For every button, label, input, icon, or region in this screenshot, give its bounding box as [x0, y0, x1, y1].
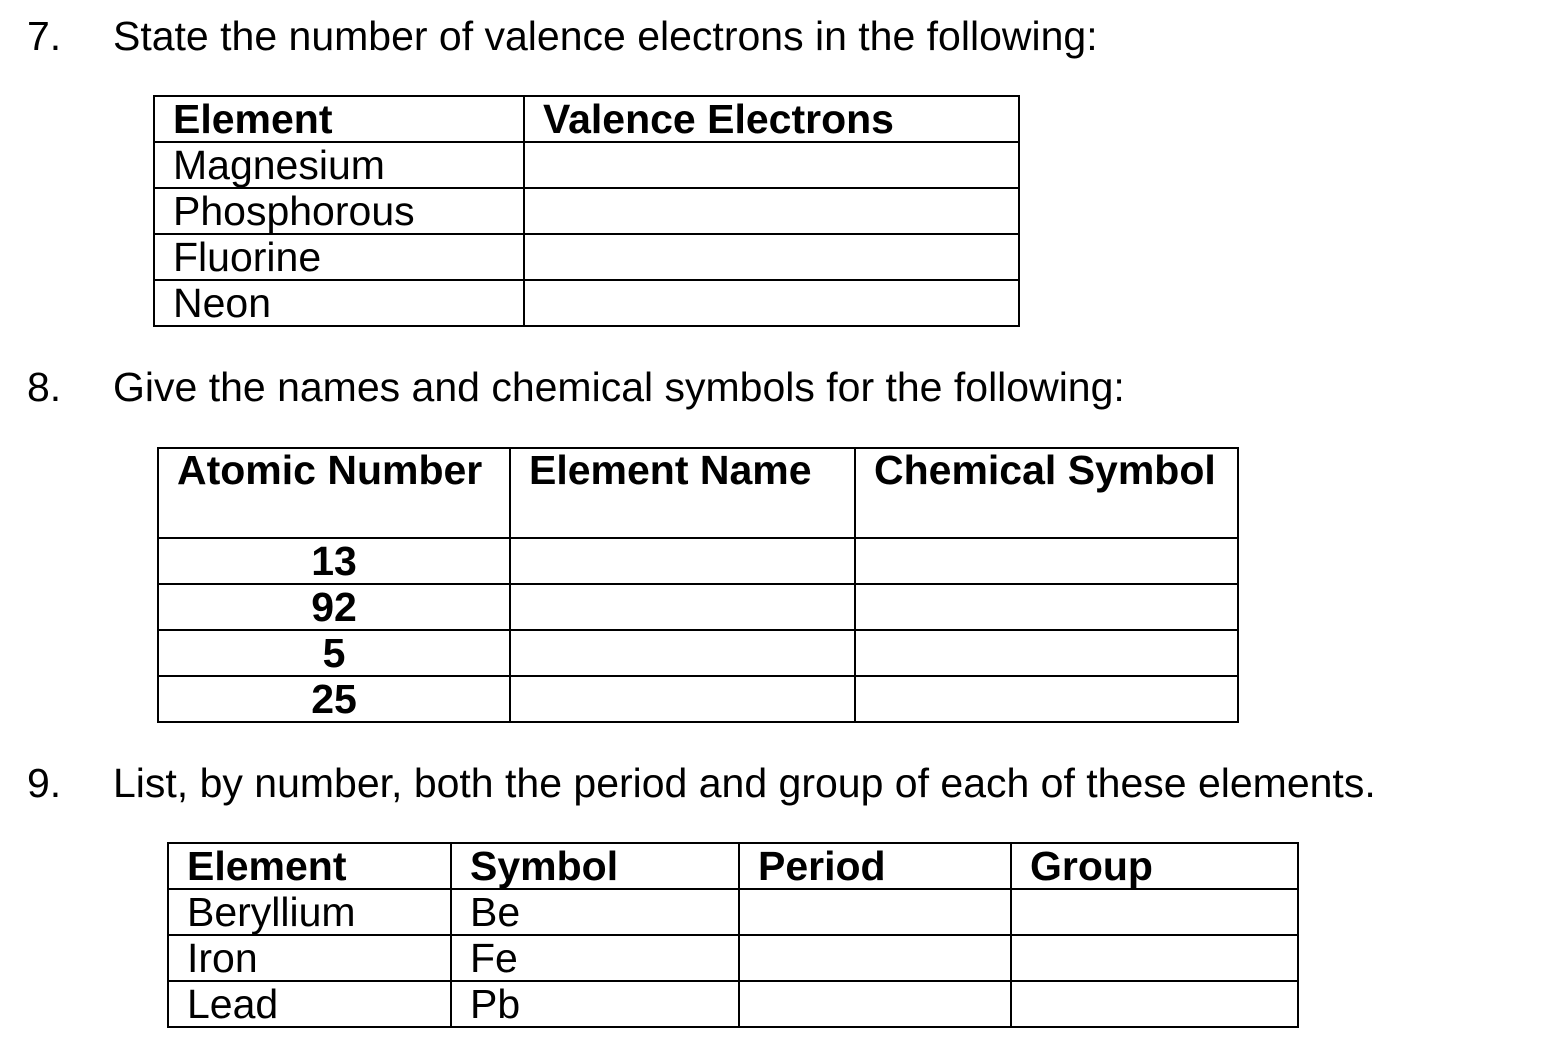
valence-answer-cell[interactable]	[524, 280, 1019, 326]
question-9-text: List, by number, both the period and group of each of these elements.	[113, 760, 1376, 806]
table-header-row	[168, 843, 1298, 889]
header-symbol: Symbol	[451, 843, 739, 889]
question-9-number: 9.	[27, 760, 62, 806]
element-name-answer-cell[interactable]	[510, 584, 855, 630]
valence-answer-cell[interactable]	[524, 142, 1019, 188]
atomic-number-cell: 25	[158, 676, 510, 722]
element-name-answer-cell[interactable]	[510, 538, 855, 584]
symbol-cell: Fe	[451, 935, 739, 981]
group-answer-cell[interactable]	[1011, 981, 1298, 1027]
table-header-row	[158, 448, 1238, 538]
atomic-number-cell: 92	[158, 584, 510, 630]
header-valence-electrons: Valence Electrons	[524, 96, 1019, 142]
header-element-name: Element Name	[510, 448, 855, 538]
table-row	[158, 630, 1238, 676]
table-row	[158, 538, 1238, 584]
element-name-answer-cell[interactable]	[510, 630, 855, 676]
valence-answer-cell[interactable]	[524, 234, 1019, 280]
element-cell: Fluorine	[154, 234, 524, 280]
group-answer-cell[interactable]	[1011, 889, 1298, 935]
table-row	[154, 188, 1019, 234]
atomic-number-table	[157, 447, 1239, 723]
table-row	[168, 889, 1298, 935]
header-atomic-number: Atomic Number	[158, 448, 510, 538]
table-row	[158, 584, 1238, 630]
table-row	[168, 935, 1298, 981]
group-answer-cell[interactable]	[1011, 935, 1298, 981]
period-answer-cell[interactable]	[739, 981, 1011, 1027]
table-row	[168, 981, 1298, 1027]
element-cell: Neon	[154, 280, 524, 326]
valence-answer-cell[interactable]	[524, 188, 1019, 234]
atomic-number-cell: 13	[158, 538, 510, 584]
header-element: Element	[168, 843, 451, 889]
period-answer-cell[interactable]	[739, 889, 1011, 935]
question-8-text: Give the names and chemical symbols for the following:	[113, 364, 1125, 410]
table-row	[158, 676, 1238, 722]
question-7-number: 7.	[27, 13, 62, 59]
valence-electrons-table	[153, 95, 1020, 327]
element-cell: Magnesium	[154, 142, 524, 188]
table-row	[154, 234, 1019, 280]
element-cell: Beryllium	[168, 889, 451, 935]
header-chemical-symbol: Chemical Symbol	[855, 448, 1238, 538]
header-period: Period	[739, 843, 1011, 889]
header-group: Group	[1011, 843, 1298, 889]
question-7-text: State the number of valence electrons in the following:	[113, 13, 1098, 59]
symbol-cell: Pb	[451, 981, 739, 1027]
symbol-cell: Be	[451, 889, 739, 935]
chemical-symbol-answer-cell[interactable]	[855, 584, 1238, 630]
chemical-symbol-answer-cell[interactable]	[855, 538, 1238, 584]
element-name-answer-cell[interactable]	[510, 676, 855, 722]
table-row	[154, 280, 1019, 326]
period-answer-cell[interactable]	[739, 935, 1011, 981]
element-cell: Iron	[168, 935, 451, 981]
element-cell: Lead	[168, 981, 451, 1027]
table-header-row	[154, 96, 1019, 142]
table-row	[154, 142, 1019, 188]
element-cell: Phosphorous	[154, 188, 524, 234]
atomic-number-cell: 5	[158, 630, 510, 676]
chemical-symbol-answer-cell[interactable]	[855, 676, 1238, 722]
period-group-table	[167, 842, 1299, 1028]
question-8-number: 8.	[27, 364, 62, 410]
header-element: Element	[154, 96, 524, 142]
chemical-symbol-answer-cell[interactable]	[855, 630, 1238, 676]
